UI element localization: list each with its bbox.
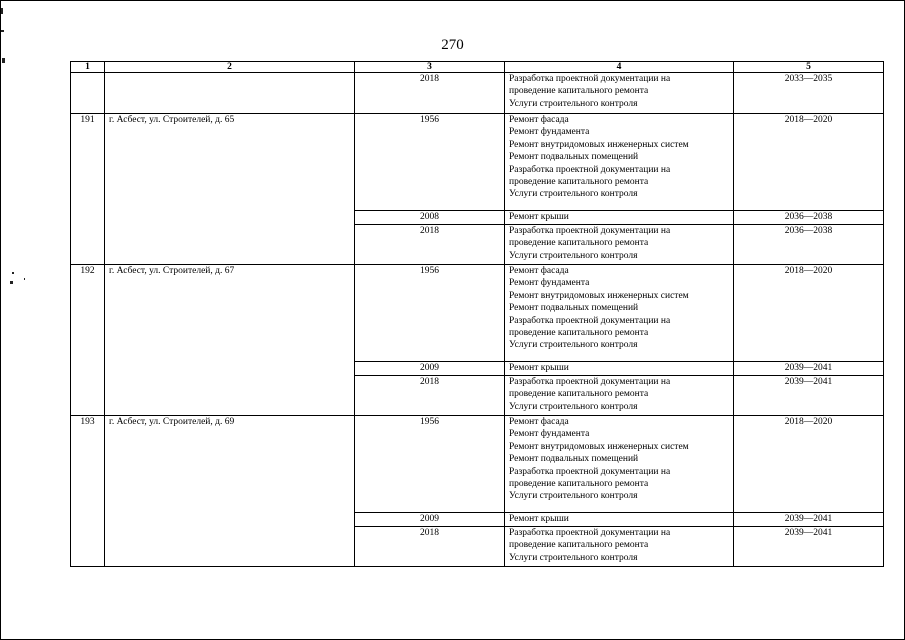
work-item: Разработка проектной документации на [509,528,671,538]
year-cell: 2018 [355,73,505,114]
address-cell: г. Асбест, ул. Строителей, д. 65 [105,114,355,265]
work-item: проведение капитального ремонта [509,389,649,400]
year-cell: 2018 [355,527,505,567]
works-cell [505,513,734,527]
address-cell: г. Асбест, ул. Строителей, д. 67 [105,265,355,416]
column-header: 1 [71,62,105,73]
work-item: Разработка проектной документации на [509,74,671,84]
scan-speck [2,58,5,63]
period-cell: 2018—2020 [734,416,884,513]
work-item: Ремонт крыши [509,212,569,222]
work-item: Ремонт фундамента [509,127,590,138]
work-item: Разработка проектной документации на [509,315,671,326]
column-header: 5 [734,62,884,73]
year-cell: 2018 [355,225,505,265]
work-item: Ремонт подвальных помещений [509,152,639,163]
work-item: Разработка проектной документации на [509,377,671,387]
work-item: Ремонт фасада [509,417,569,427]
work-item: Ремонт крыши [509,514,569,524]
period-cell: 2039—2041 [734,362,884,376]
column-header: 3 [355,62,505,73]
works-cell [505,225,734,265]
work-item: Ремонт фундамента [509,429,590,440]
table-row [71,114,884,211]
work-item: Ремонт подвальных помещений [509,454,639,465]
work-item: Разработка проектной документации на [509,466,671,477]
continuation-row [71,73,884,114]
work-item: проведение капитального ремонта [509,177,649,188]
year-cell: 2009 [355,513,505,527]
period-cell: 2036—2038 [734,211,884,225]
work-item: Услуги строительного контроля [509,250,638,261]
record-number-cell: 191 [71,114,105,265]
year-cell: 1956 [355,114,505,211]
work-item: Услуги строительного контроля [509,491,638,502]
works-cell [505,416,734,513]
work-item: Ремонт внутридомовых инженерных систем [509,139,689,150]
period-cell: 2039—2041 [734,376,884,416]
work-item: проведение капитального ремонта [509,238,649,249]
column-header: 4 [505,62,734,73]
year-cell: 2008 [355,211,505,225]
works-cell [505,114,734,211]
scan-speck [10,281,13,284]
year-cell: 2018 [355,376,505,416]
work-item: Разработка проектной документации на [509,164,671,175]
scan-speck [1,8,3,14]
work-item: Ремонт фасада [509,266,569,276]
work-item: Услуги строительного контроля [509,401,638,412]
scan-speck [1,30,4,32]
year-cell: 2009 [355,362,505,376]
work-item: Ремонт крыши [509,363,569,373]
work-item: Услуги строительного контроля [509,189,638,200]
work-item: проведение капитального ремонта [509,86,649,97]
works-cell [505,376,734,416]
works-cell [505,211,734,225]
address-cell [105,73,355,114]
record-number-cell [71,73,105,114]
scan-speck [24,278,25,280]
scan-speck [12,272,14,274]
record-number-cell: 192 [71,265,105,416]
works-cell [505,362,734,376]
work-item: Услуги строительного контроля [509,340,638,351]
column-header: 2 [105,62,355,73]
period-cell: 2039—2041 [734,527,884,567]
work-item: Ремонт фундамента [509,278,590,289]
work-item: Ремонт подвальных помещений [509,303,639,314]
column-number-header [71,62,884,73]
period-cell: 2033—2035 [734,73,884,114]
page-number: 270 [441,37,464,53]
work-item: Ремонт внутридомовых инженерных систем [509,441,689,452]
table-row [71,416,884,513]
period-cell: 2036—2038 [734,225,884,265]
year-cell: 1956 [355,416,505,513]
works-cell [505,265,734,362]
works-cell [505,73,734,114]
work-item: Услуги строительного контроля [509,552,638,563]
record-number-cell: 193 [71,416,105,567]
year-cell: 1956 [355,265,505,362]
work-item: проведение капитального ремонта [509,479,649,490]
work-item: Услуги строительного контроля [509,98,638,109]
work-item: проведение капитального ремонта [509,540,649,551]
work-item: проведение капитального ремонта [509,328,649,339]
address-cell: г. Асбест, ул. Строителей, д. 69 [105,416,355,567]
work-item: Разработка проектной документации на [509,226,671,236]
period-cell: 2039—2041 [734,513,884,527]
work-item: Ремонт фасада [509,115,569,125]
period-cell: 2018—2020 [734,265,884,362]
repair-schedule-table [70,61,884,567]
period-cell: 2018—2020 [734,114,884,211]
work-item: Ремонт внутридомовых инженерных систем [509,290,689,301]
works-cell [505,527,734,567]
table-row [71,265,884,362]
